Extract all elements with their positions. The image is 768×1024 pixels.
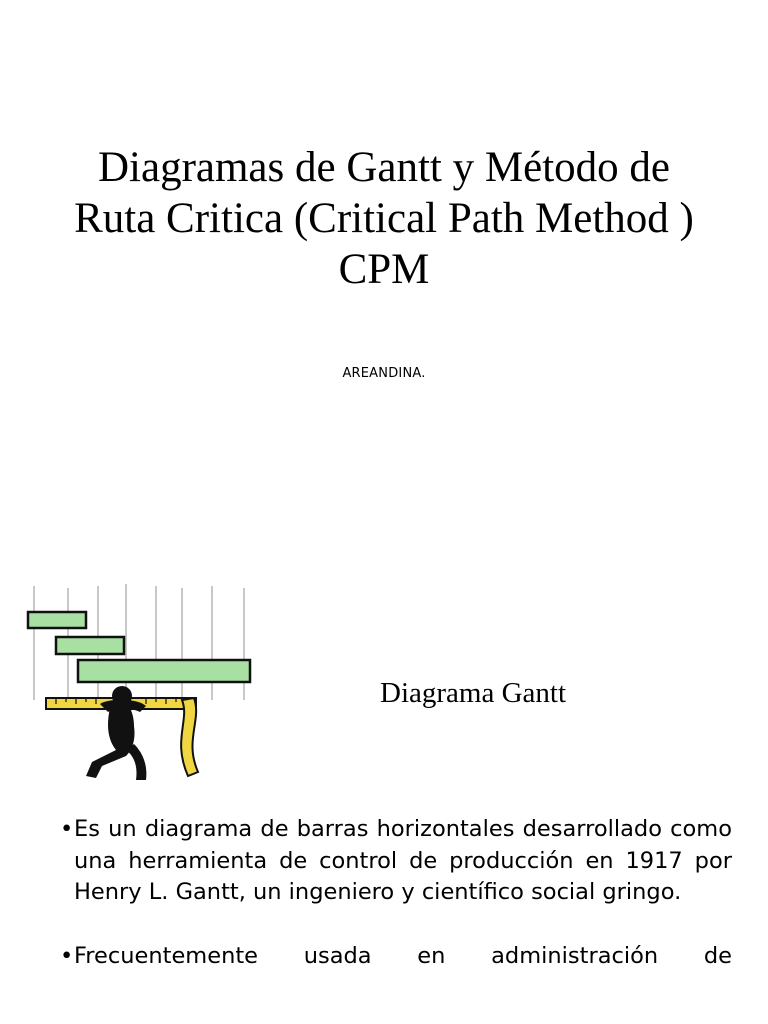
slide-heading: Diagrama Gantt: [380, 677, 567, 709]
presentation-subtitle: AREANDINA.: [342, 366, 426, 381]
presentation-title: Diagramas de Gantt y Método de Ruta Critica (Critical Path Method ) CPM: [74, 144, 694, 293]
bullet-text: Frecuentemente usada en administración de: [74, 942, 732, 969]
bullet-item: [60, 814, 732, 909]
bullet-item: [60, 941, 732, 973]
gantt-chart-person-lifting-bar-icon: [22, 580, 258, 786]
gantt-bar-1: [28, 612, 86, 628]
gantt-bars: [28, 612, 250, 682]
gantt-bar-2: [56, 637, 124, 654]
bullet-dot-icon: •: [60, 816, 74, 842]
gantt-bar-3: [78, 660, 250, 682]
gantt-slide: [0, 560, 768, 1024]
bullet-text: Es un diagrama de barras horizontales desarrollado como una herramienta de control de producción en 1917 por Henry L. Gantt, un ingeniero y científico social gringo.: [74, 816, 732, 905]
bullet-dot-icon: •: [60, 942, 74, 969]
bullet-list: [60, 814, 732, 972]
